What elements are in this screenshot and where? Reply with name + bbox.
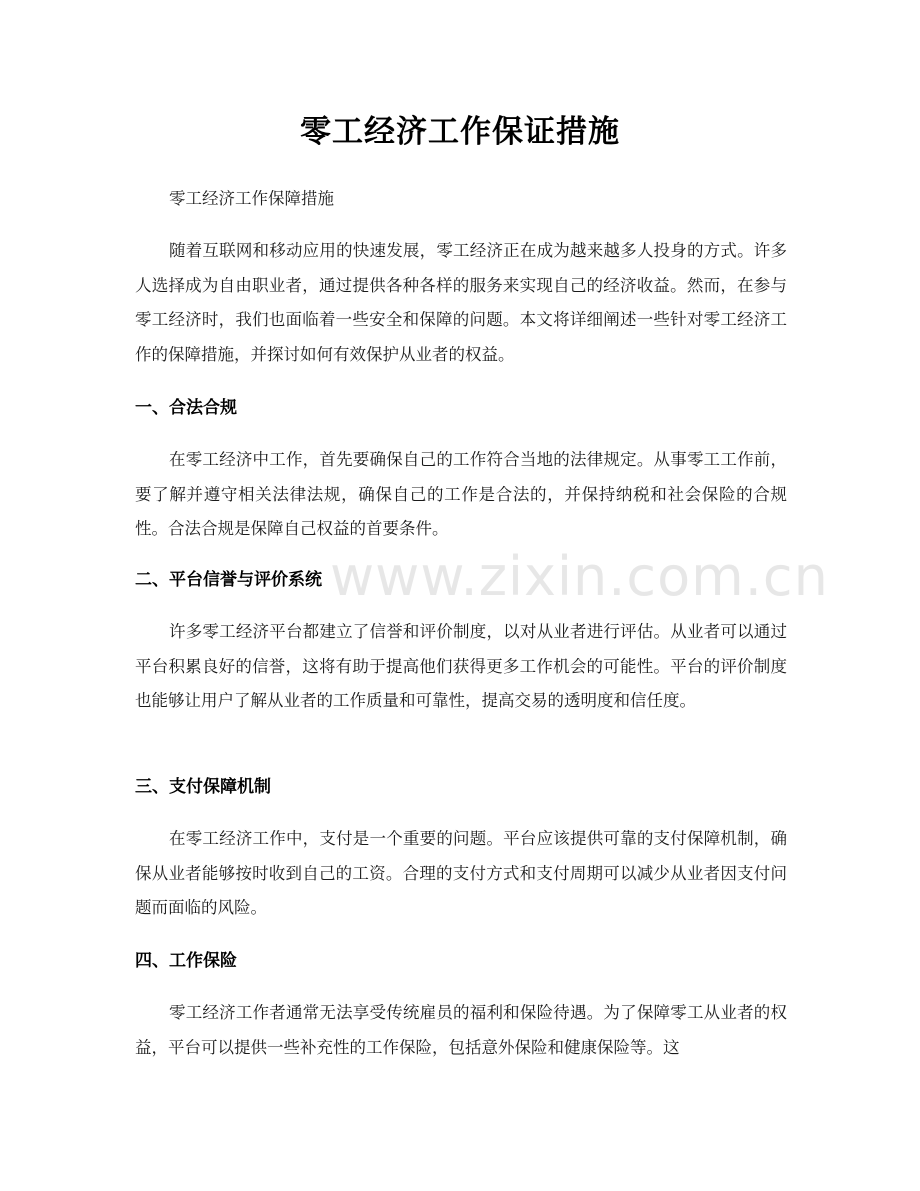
section-heading-1: 一、合法合规 bbox=[135, 398, 237, 418]
document-subtitle: 零工经济工作保障措施 bbox=[169, 189, 334, 208]
section-heading-4: 四、工作保险 bbox=[135, 951, 237, 971]
section-body-1: 在零工经济中工作，首先要确保自己的工作符合当地的法律规定。从事零工工作前，要了解并遵守相关法律法规，确保自己的工作是合法的，并保持纳税和社会保险的合规性。合法合规是保障自己权益的首要条件。 bbox=[135, 450, 787, 538]
section-heading-2: 二、平台信誉与评价系统 bbox=[135, 570, 322, 590]
section-body-4: 零工经济工作者通常无法享受传统雇员的福利和保险待遇。为了保障零工从业者的权益，平台可以提供一些补充性的工作保险，包括意外保险和健康保险等。这 bbox=[135, 1003, 787, 1057]
section-body-3: 在零工经济工作中，支付是一个重要的问题。平台应该提供可靠的支付保障机制，确保从业者能够按时收到自己的工资。合理的支付方式和支付周期可以减少从业者因支付问题而面临的风险。 bbox=[135, 829, 787, 917]
section-body-2: 许多零工经济平台都建立了信誉和评价制度，以对从业者进行评估。从业者可以通过平台积累良好的信誉，这将有助于提高他们获得更多工作机会的可能性。平台的评价制度也能够让用户了解从业者的工作质量和可靠性，提高交易的透明度和信任度。 bbox=[135, 622, 787, 710]
section-heading-3: 三、支付保障机制 bbox=[135, 777, 271, 797]
watermark: www.zixin.com.cn bbox=[330, 545, 829, 608]
page-title: 零工经济工作保证措施 bbox=[300, 114, 620, 150]
intro-paragraph: 随着互联网和移动应用的快速发展，零工经济正在成为越来越多人投身的方式。许多人选择成为自由职业者，通过提供各种各样的服务来实现自己的经济收益。然而，在参与零工经济时，我们也面临着一些安全和保障的问题。本文将详细阐述一些针对零工经济工作的保障措施，并探讨如何有效保护从业者的权益。 bbox=[135, 241, 787, 364]
